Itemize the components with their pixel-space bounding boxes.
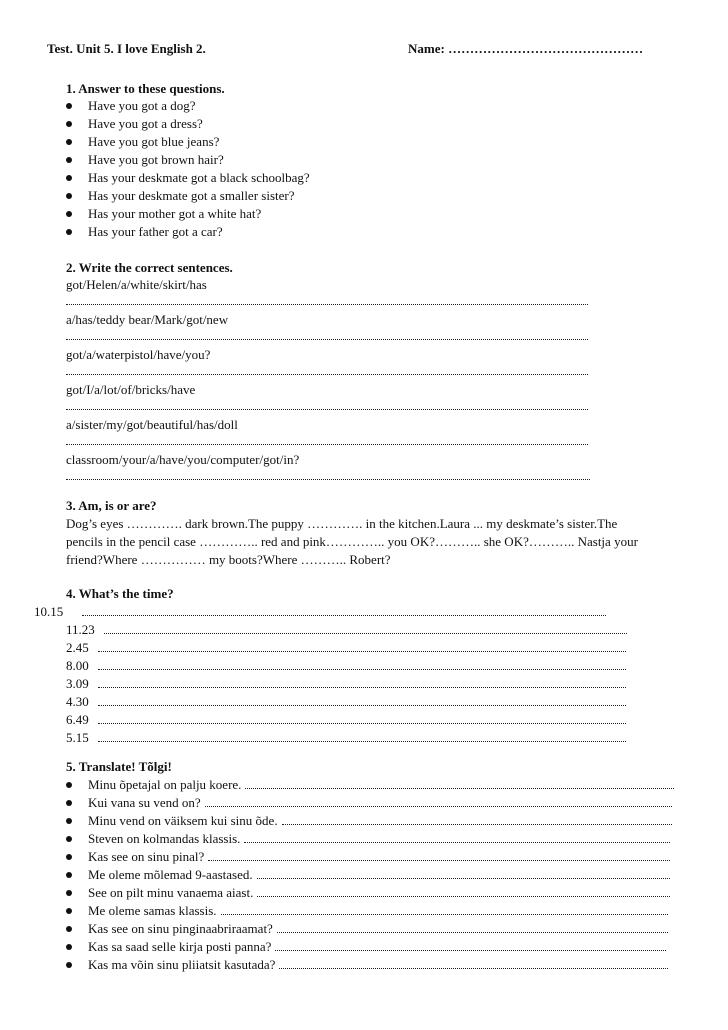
fill-in-line[interactable]: Dog’s eyes …………. dark brown.The puppy …………. in the kitchen.Laura ... my deskmate’s sister.The (66, 516, 618, 531)
bullet-icon (66, 908, 72, 914)
question-text: Has your deskmate got a smaller sister? (88, 188, 295, 203)
answer-line[interactable] (279, 967, 668, 969)
bullet-icon (66, 121, 72, 127)
bullet-icon (66, 193, 72, 199)
section-4-heading: 4. What’s the time? (66, 586, 174, 601)
name-field-label: Name: ……………………………………… (408, 41, 644, 56)
estonian-sentence: Minu õpetajal on palju koere. (88, 777, 242, 792)
estonian-sentence: See on pilt minu vanaema aiast. (88, 885, 254, 900)
question-text: Have you got brown hair? (88, 152, 224, 167)
bullet-icon (66, 800, 72, 806)
scrambled-sentence: got/I/a/lot/of/bricks/have (66, 382, 196, 397)
bullet-icon (66, 229, 72, 235)
bullet-icon (66, 175, 72, 181)
bullet-icon (66, 962, 72, 968)
estonian-sentence: Me oleme samas klassis. (88, 903, 217, 918)
time-label: 8.00 (66, 658, 89, 673)
time-label: 5.15 (66, 730, 89, 745)
answer-line[interactable] (98, 686, 626, 688)
answer-line[interactable] (98, 722, 626, 724)
fill-in-line[interactable]: friend?Where …………… my boots?Where ……….. Robert? (66, 552, 391, 567)
answer-line[interactable] (66, 303, 588, 305)
answer-line[interactable] (82, 614, 606, 616)
estonian-sentence: Kas sa saad selle kirja posti panna? (88, 939, 272, 954)
time-label: 2.45 (66, 640, 89, 655)
time-label: 11.23 (66, 622, 95, 637)
answer-line[interactable] (66, 443, 588, 445)
answer-line[interactable] (257, 895, 670, 897)
answer-line[interactable] (98, 668, 626, 670)
bullet-icon (66, 872, 72, 878)
time-label: 4.30 (66, 694, 89, 709)
section-2-heading: 2. Write the correct sentences. (66, 260, 233, 275)
bullet-icon (66, 782, 72, 788)
bullet-icon (66, 944, 72, 950)
scrambled-sentence: classroom/your/a/have/you/computer/got/in? (66, 452, 300, 467)
question-text: Have you got blue jeans? (88, 134, 220, 149)
scrambled-sentence: a/has/teddy bear/Mark/got/new (66, 312, 229, 327)
estonian-sentence: Kas see on sinu pinal? (88, 849, 205, 864)
scrambled-sentence: got/Helen/a/white/skirt/has (66, 277, 207, 292)
estonian-sentence: Me oleme mõlemad 9-aastased. (88, 867, 253, 882)
answer-line[interactable] (66, 338, 588, 340)
scrambled-sentence: got/a/waterpistol/have/you? (66, 347, 211, 362)
question-text: Has your mother got a white hat? (88, 206, 262, 221)
bullet-icon (66, 103, 72, 109)
answer-line[interactable] (98, 704, 626, 706)
answer-line[interactable] (66, 478, 590, 480)
time-label: 6.49 (66, 712, 89, 727)
bullet-icon (66, 211, 72, 217)
answer-line[interactable] (244, 841, 670, 843)
answer-line[interactable] (205, 805, 672, 807)
estonian-sentence: Steven on kolmandas klassis. (88, 831, 241, 846)
question-text: Have you got a dress? (88, 116, 203, 131)
bullet-icon (66, 836, 72, 842)
question-text: Have you got a dog? (88, 98, 196, 113)
worksheet-title: Test. Unit 5. I love English 2. (47, 41, 206, 56)
answer-line[interactable] (98, 740, 626, 742)
bullet-icon (66, 818, 72, 824)
answer-line[interactable] (282, 823, 672, 825)
answer-line[interactable] (66, 373, 588, 375)
estonian-sentence: Kas ma võin sinu pliiatsit kasutada? (88, 957, 276, 972)
estonian-sentence: Kui vana su vend on? (88, 795, 201, 810)
question-text: Has your deskmate got a black schoolbag? (88, 170, 310, 185)
question-text: Has your father got a car? (88, 224, 223, 239)
answer-line[interactable] (245, 787, 674, 789)
answer-line[interactable] (208, 859, 670, 861)
time-label: 10.15 (34, 604, 64, 619)
answer-line[interactable] (275, 949, 666, 951)
estonian-sentence: Minu vend on väiksem kui sinu õde. (88, 813, 278, 828)
section-1-heading: 1. Answer to these questions. (66, 81, 225, 96)
section-5-heading: 5. Translate! Tõlgi! (66, 759, 172, 774)
answer-line[interactable] (221, 913, 668, 915)
bullet-icon (66, 157, 72, 163)
time-label: 3.09 (66, 676, 89, 691)
bullet-icon (66, 926, 72, 932)
answer-line[interactable] (277, 931, 668, 933)
bullet-icon (66, 139, 72, 145)
answer-line[interactable] (98, 650, 626, 652)
scrambled-sentence: a/sister/my/got/beautiful/has/doll (66, 417, 238, 432)
bullet-icon (66, 890, 72, 896)
bullet-icon (66, 854, 72, 860)
fill-in-line[interactable]: pencils in the pencil case ………….. red and pink………….. you OK?……….. she OK?……….. Nastja your (66, 534, 638, 549)
answer-line[interactable] (66, 408, 588, 410)
section-3-heading: 3. Am, is or are? (66, 498, 157, 513)
answer-line[interactable] (257, 877, 670, 879)
answer-line[interactable] (104, 632, 627, 634)
estonian-sentence: Kas see on sinu pinginaabriraamat? (88, 921, 273, 936)
